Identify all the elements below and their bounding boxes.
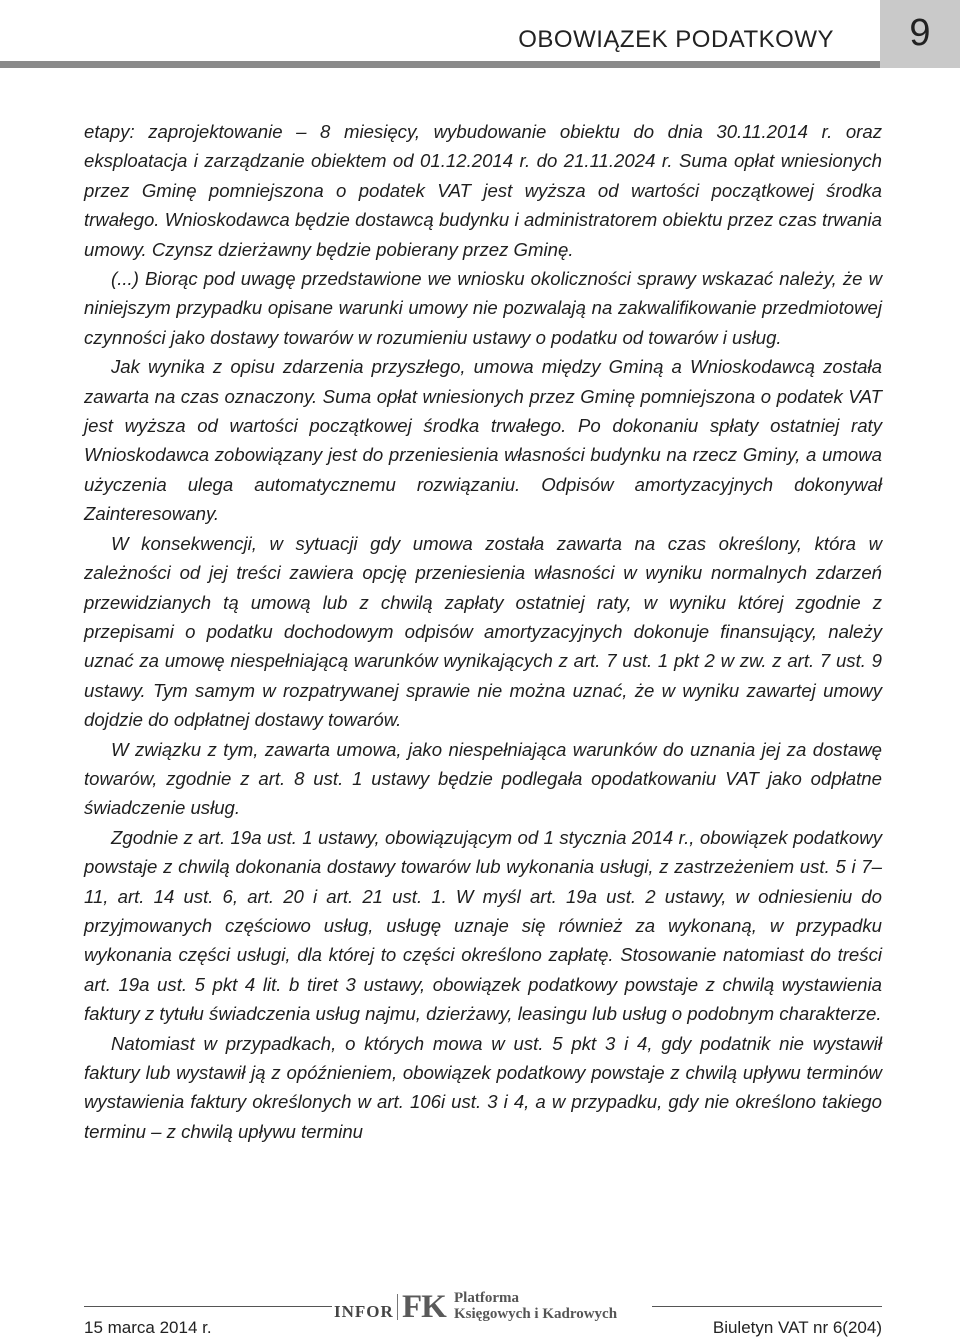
header-rule	[0, 61, 880, 68]
quoted-paragraph: (...) Biorąc pod uwagę przedstawione we wniosku okoliczności sprawy wskazać należy, że w niniejszym przypadku opisane warunki umowy nie pozwalają na zakwalifikowanie przedmiotowej czynności jako dostawy towarów w rozumieniu ustawy o podatku od towarów i usług.	[84, 268, 882, 348]
logo-tagline-2: Księgowych i Kadrowych	[454, 1306, 618, 1322]
footer-rule-right	[652, 1306, 882, 1307]
footer-rule-left	[84, 1306, 332, 1307]
publisher-logo	[334, 1290, 650, 1324]
issue-date: 15 marca 2014 r.	[84, 1318, 212, 1337]
issue-number: Biuletyn VAT nr 6(204)	[712, 1318, 882, 1337]
logo-tagline-1: Platforma	[454, 1290, 519, 1306]
page-footer	[0, 1284, 960, 1341]
quoted-paragraph: Zgodnie z art. 19a ust. 1 ustawy, obowiązującym od 1 stycznia 2014 r., obowiązek podatkowy powstaje z chwilą dokonania dostawy towarów lub wykonania usługi, z zastrzeżeniem ust. 5 i 7–11, art. 14 ust. 6, art. 20 i art. 21 ust. 1. W myśl art. 19a ust. 2 ustawy, w odniesieniu do przyjmowanych częściowo usług, usługę uznaje się również za wykonaną, w przypadku wykonania części usługi, dla której to części określono zapłatę. Stosowanie natomiast do treści art. 19a ust. 5 pkt 4 lit. b tiret 3 ustawy, obowiązek podatkowy powstaje z chwilą wystawienia faktury z tytułu świadczenia usług najmu, dzierżawy, leasingu lub usług o podobnym charakterze.	[84, 826, 882, 1025]
page-header	[0, 0, 960, 66]
article-body	[84, 117, 882, 1146]
logo-divider	[397, 1294, 398, 1320]
logo-infor-text: INFOR	[334, 1302, 394, 1321]
quoted-paragraph: W związku z tym, zawarta umowa, jako niespełniająca warunków do uznania jej za dostawę towarów, zgodnie z art. 8 ust. 1 ustawy będzie podlegała opodatkowaniu VAT jako odpłatne świadczenie usług.	[84, 738, 882, 819]
quoted-paragraph: Natomiast w przypadkach, o których mowa w ust. 5 pkt 3 i 4, gdy podatnik nie wystawił faktury lub wystawił ją z opóźnieniem, obowiązek podatkowy powstaje z chwilą upływu terminów wystawienia faktury określonych w art. 106i ust. 3 i 4, a w przypadku, gdy nie określono takiego terminu – z chwilą upływu terminu	[84, 1032, 882, 1142]
section-title: OBOWIĄZEK PODATKOWY	[518, 26, 834, 53]
quoted-paragraph: W konsekwencji, w sytuacji gdy umowa została zawarta na czas określony, która w zależności od jej treści zawiera opcję przeniesienia własności w wyniku normalnych zdarzeń przewidzianych tą umową lub z chwilą zapłaty ostatniej raty, w wyniku której zgodnie z przepisami o podatku dochodowym odpisów amortyzacyjnych dokonuje finansujący, należy uznać za umowę niespełniającą warunków wynikających z art. 7 ust. 1 pkt 2 w zw. z art. 7 ust. 9 ustawy. Tym samym w rozpatrywanej sprawie nie można uznać, że w wyniku zawartej umowy dojdzie do odpłatnej dostawy towarów.	[84, 532, 882, 731]
quoted-paragraph: etapy: zaprojektowanie – 8 miesięcy, wybudowanie obiektu do dnia 30.11.2014 r. oraz eksploatacja i zarządzanie obiektem od 01.12.2014 r. do 21.11.2024 r. Suma opłat wniesionych przez Gminę pomniejszona o podatek VAT jest wyższa od wartości początkowej środka trwałego. Wnioskodawca będzie dostawcą budynku i administratorem obiektu przez czas trwania umowy. Czynsz dzierżawny będzie pobierany przez Gminę.	[84, 121, 882, 260]
page-number: 9	[909, 12, 931, 54]
quoted-paragraph: Jak wynika z opisu zdarzenia przyszłego, umowa między Gminą a Wnioskodawcą została zawarta na czas oznaczony. Suma opłat wniesionych przez Gminę pomniejszona o podatek VAT jest wyższa od wartości początkowej środka trwałego. Po dokonaniu spłaty ostatniej raty Wnioskodawca zobowiązany jest do przeniesienia własności budynku na rzecz Gminy, a umowa użyczenia ulega automatycznemu rozwiązaniu. Odpisów amortyzacyjnych dokonywał Zainteresowany.	[84, 356, 882, 525]
page-number-box	[880, 0, 960, 68]
logo-fk-mark: FK	[402, 1289, 446, 1325]
